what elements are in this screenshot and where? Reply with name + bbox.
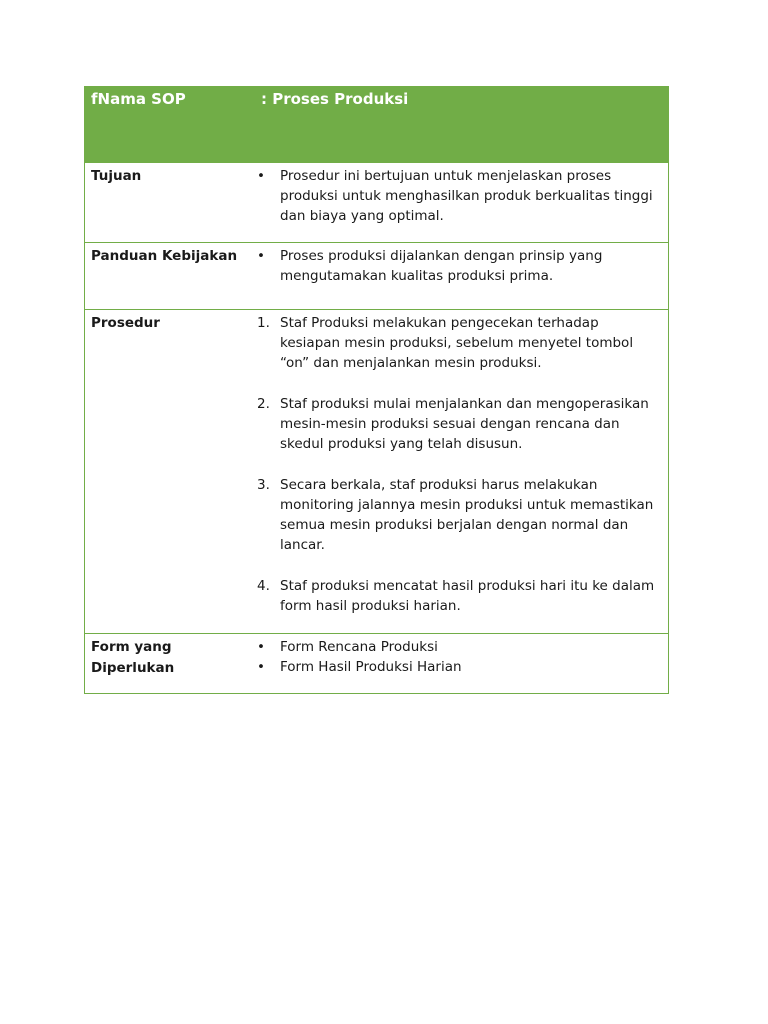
text-line: Form Rencana Produksi [280,639,438,655]
procedure-step [255,475,662,555]
label-line: Form yang [91,639,172,655]
bullet-marker: • [257,248,265,264]
row-label-panduan: Panduan Kebijakan [91,248,238,264]
text-line: produksi untuk menghasilkan produk berkualitas tinggi [280,188,653,204]
text-line: skedul produksi yang telah disusun. [280,436,523,452]
text-line: Staf Produksi melakukan pengecekan terhadap [280,315,599,331]
row-content-tujuan [255,163,668,242]
procedure-step [255,313,662,373]
row-label-prosedur: Prosedur [91,315,160,331]
text-line: lancar. [280,537,325,553]
list-item [255,246,662,286]
list-item [255,657,662,677]
procedure-step [255,576,662,616]
row-panduan-kebijakan [85,243,668,310]
step-number: 3. [257,477,270,493]
text-line: monitoring jalannya mesin produksi untuk memastikan [280,497,654,513]
row-content-form [255,634,668,693]
text-line: form hasil produksi harian. [280,598,461,614]
list-item [255,637,662,657]
bullet-marker: • [257,639,265,655]
row-label-form [85,634,255,693]
text-line: semua mesin produksi berjalan dengan normal dan [280,517,629,533]
text-line: Secara berkala, staf produksi harus melakukan [280,477,598,493]
text-line: Prosedur ini bertujuan untuk menjelaskan proses [280,168,612,184]
step-number: 1. [257,315,270,331]
text-line: mengutamakan kualitas produksi prima. [280,268,554,284]
step-number: 2. [257,396,270,412]
row-tujuan [85,163,668,243]
sop-table [84,86,669,694]
label-line: Diperlukan [91,660,175,676]
header-label: fNama SOP [91,90,186,108]
text-line: dan biaya yang optimal. [280,208,444,224]
row-prosedur [85,310,668,634]
bullet-marker: • [257,168,265,184]
text-line: Staf produksi mulai menjalankan dan mengoperasikan [280,396,649,412]
table-header [85,87,668,163]
row-label-tujuan: Tujuan [91,168,142,184]
text-line: kesiapan mesin produksi, sebelum menyetel tombol [280,335,634,351]
row-content-prosedur [255,310,668,633]
step-number: 4. [257,578,270,594]
row-content-panduan [255,243,668,309]
list-item [255,166,662,226]
text-line: mesin-mesin produksi sesuai dengan rencana dan [280,416,620,432]
procedure-step [255,394,662,454]
bullet-marker: • [257,659,265,675]
text-line: Staf produksi mencatat hasil produksi hari itu ke dalam [280,578,655,594]
text-line: “on” dan menjalankan mesin produksi. [280,355,542,371]
text-line: Form Hasil Produksi Harian [280,659,462,675]
row-form-yang-diperlukan [85,634,668,693]
text-line: Proses produksi dijalankan dengan prinsip yang [280,248,603,264]
header-value: : Proses Produksi [261,90,409,108]
